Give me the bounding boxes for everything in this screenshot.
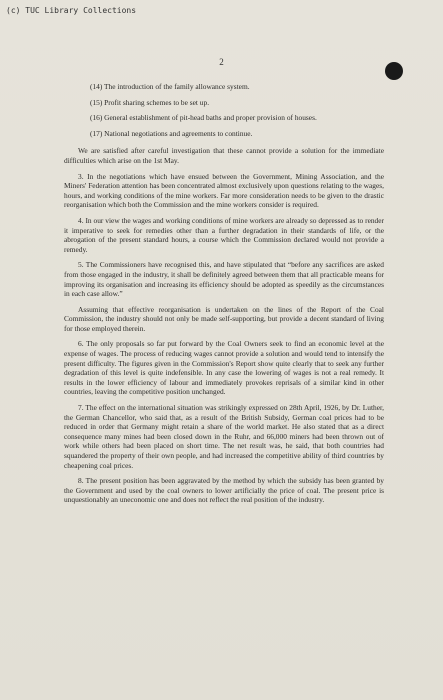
list-item: (14) The introduction of the family allowance system. xyxy=(90,82,250,91)
paragraph: Assuming that effective reorganisation is undertaken on the lines of the Report of the Coal Commission, the industry should not only be made self-supporting, but provide a decent standard of living for those employed therein. xyxy=(64,304,384,333)
list-item: (17) National negotiations and agreements to continue. xyxy=(90,128,253,138)
paragraph: 3. In the negotiations which have ensued between the Government, Mining Association, and the Miners' Federation attention has been concentrated almost exclusively upon questions relating to the wages, hours, and working conditions of the mine workers. Far more consideration needs to be given to the drastic reorganisation which both the Commission and the mine workers consider is required. xyxy=(64,171,384,210)
list-item: (15) Profit sharing schemes to be set up. xyxy=(90,97,210,107)
paragraph: 6. The only proposals so far put forward by the Coal Owners seek to find an economic level at the expense of wages. The process of reducing wages cannot provide a solution and would tend to intensify the present difficulty. The figures given in the Commission's Report show quite clearly that to seek any further degradation of this level is quite indefensible. In any case the lowering of wages is not a real remedy. It results in the lower efficiency of labour and immediately provokes reprisals of a similar kind in other countries, leaving the competitive position unchanged. xyxy=(64,339,384,397)
paragraph: 8. The present position has been aggravated by the method by which the subsidy has been granted by the Government and used by the coal owners to lower artificially the price of coal. The present price is unquestionably an uneconomic one and does not reflect the real position of the industry. xyxy=(64,476,384,505)
paragraph: 4. In our view the wages and working conditions of mine workers are already so depressed as to render it imperative to seek for remedies other than a further degradation in their standards of life, or the abrogation of the present standard hours, a course which the Commission declared would not provide a remedy. xyxy=(64,215,384,254)
page-number: 2 xyxy=(219,57,224,67)
list-item: (16) General establishment of pit-head baths and proper provision of houses. xyxy=(90,113,317,123)
numbered-list xyxy=(64,82,384,138)
paragraph: 5. The Commissioners have recognised this, and have stipulated that “before any sacrifices are asked from those engaged in the industry, it shall be definitely agreed between them that all practicable means for improving its organisation and increasing its efficiency should be adopted as speedily as the circumstances in each case allow.” xyxy=(64,260,384,299)
paragraph: 7. The effect on the international situation was strikingly expressed on 28th April, 1926, by Dr. Luther, the German Chancellor, who said that, as a result of the British Subsidy, German coal prices had to be reduced in order that Germany might retain a share of the world market. He also stated that as a direct consequence many mines had been closed down in the Ruhr, and 66,000 miners had been thrown out of work while others had been placed on short time. The net result was, he said, that both countries had squandered the property of their own people, and had increased the competitive ability of third countries by cheapening coal prices. xyxy=(64,403,384,470)
document-body xyxy=(64,82,384,511)
watermark: (c) TUC Library Collections xyxy=(6,6,137,15)
paragraph: We are satisfied after careful investigation that these cannot provide a solution for the immediate difficulties which arise on the 1st May. xyxy=(64,146,384,165)
